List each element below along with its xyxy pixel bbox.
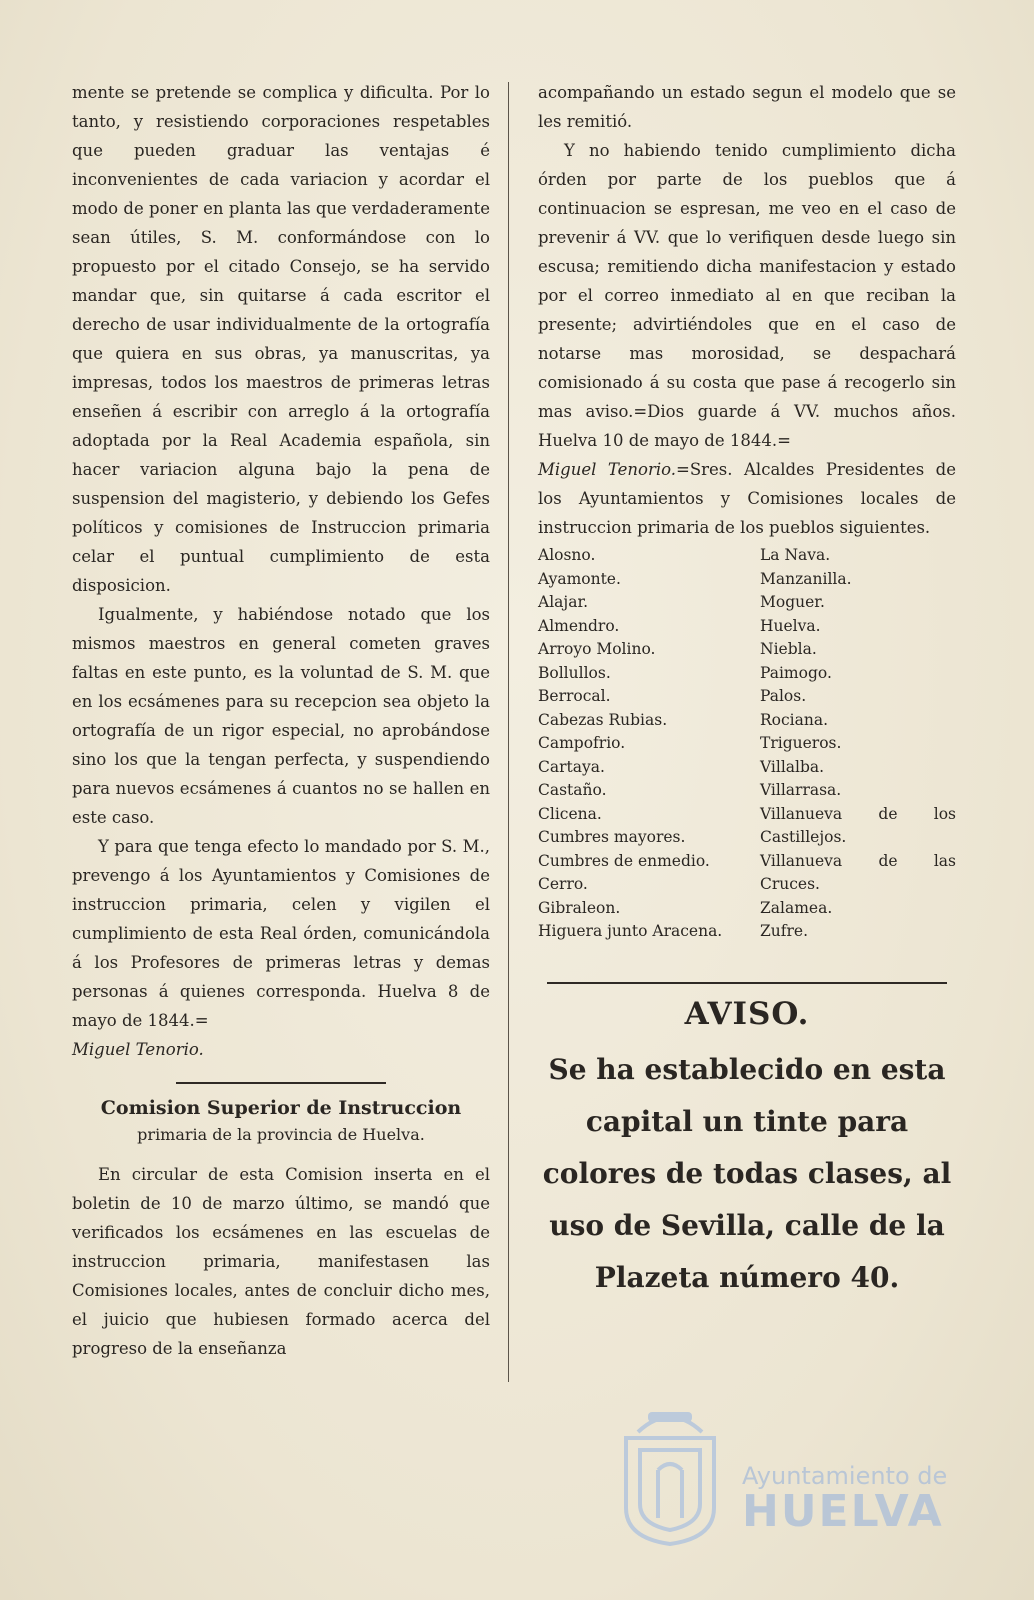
addressees: =Sres. Alcaldes Presidentes de los Ayuntamientos y Comisiones locales de instruccion primaria de los pueblos siguientes. — [538, 460, 956, 537]
list-item: Bollullos. — [538, 663, 611, 682]
list-item: Villanueva de las Cruces. — [760, 851, 956, 893]
list-item: Campofrio. — [538, 734, 626, 752]
aviso-title: AVISO. — [684, 995, 810, 1032]
list-item: Cumbres mayores. — [538, 828, 686, 846]
list-item: Berrocal. — [538, 687, 611, 705]
section-title: Comision Superior de Instruccion — [100, 1097, 462, 1119]
right-column — [538, 78, 956, 1304]
list-item: Paimogo. — [760, 663, 832, 682]
list-item: Palos. — [760, 687, 807, 705]
section-divider — [547, 982, 947, 984]
towns-column-1 — [538, 544, 760, 944]
list-item: Zufre. — [760, 922, 808, 940]
list-item: Villalba. — [760, 757, 825, 776]
list-item: La Nava. — [760, 546, 831, 564]
section-divider — [176, 1082, 386, 1084]
list-item: Cerro. — [538, 875, 588, 893]
list-item: Almendro. — [538, 616, 620, 635]
list-item: Higuera junto Aracena. — [538, 922, 723, 940]
paragraph-igualmente: Igualmente, y habiéndose notado que los mismos maestros en general cometen graves faltas en este punto, es la voluntad de S. M. que en los ecsámenes para su recepcion sea objeto la ortografía de un rigor especial, no aprobándose sino los que la tengan perfecta, y suspendiendo para nuevos ecsámenes á cuantos no se hallen en este caso. — [72, 605, 490, 827]
list-item: Ayamonte. — [538, 569, 621, 588]
watermark-line-2: HUELVA — [742, 1486, 944, 1537]
paragraph-acompanando: acompañando un estado segun el modelo que se les remitió. — [538, 83, 956, 131]
list-item: Villarrasa. — [760, 781, 842, 799]
list-item: Niebla. — [760, 640, 817, 658]
ayuntamiento-crest-icon — [618, 1398, 722, 1548]
list-item: Cumbres de enmedio. — [538, 851, 710, 870]
signature: Miguel Tenorio. — [72, 1040, 204, 1059]
list-item: Huelva. — [760, 616, 821, 635]
list-item: Arroyo Molino. — [538, 640, 656, 658]
list-item: Clicena. — [538, 804, 602, 823]
list-item: Villanueva de los Castillejos. — [760, 804, 956, 846]
list-item: Alajar. — [538, 593, 589, 611]
paragraph-y-para-que: Y para que tenga efecto lo mandado por S. M., prevengo á los Ayuntamientos y Comisiones de instruccion primaria, celen y vigilen el cumplimiento de esta Real órden, comunicándola á los Profesores de primeras letras y demas personas á quienes corresponda. Huelva 8 de mayo de 1844.= — [72, 837, 490, 1030]
list-item: Manzanilla. — [760, 569, 852, 588]
left-column — [72, 78, 490, 1363]
list-item: Zalamea. — [760, 898, 833, 917]
towns-list — [538, 544, 956, 944]
aviso-text: Se ha establecido en esta capital un tinte para colores de todas clases, al uso de Sevilla, calle de la Plazeta número 40. — [542, 1052, 952, 1294]
list-item: Moguer. — [760, 593, 825, 611]
list-item: Gibraleon. — [538, 898, 621, 917]
list-item: Castaño. — [538, 781, 607, 799]
list-item: Rociana. — [760, 710, 829, 729]
watermark-line-1: Ayuntamiento de — [742, 1462, 948, 1490]
towns-column-2 — [760, 544, 956, 944]
section-subtitle: primaria de la provincia de Huelva. — [137, 1125, 425, 1144]
paragraph-real-orden: mente se pretende se complica y dificulta. Por lo tanto, y resistiendo corporaciones respetables que pueden graduar las ventajas é inconvenientes de cada variacion y acordar el modo de poner en planta las que verdaderamente sean útiles, S. M. conformándose con lo propuesto por el citado Consejo, se ha servido mandar que, sin quitarse á cada escritor el derecho de usar individualmente de la ortografía que quiera en sus obras, ya manuscritas, ya impresas, todos los maestros de primeras letras enseñen á escribir con arreglo á la ortografía adoptada por la Real Academia española, sin hacer variacion alguna bajo la pena de suspension del magisterio, y debiendo los Gefes políticos y comisiones de Instruccion primaria celar el puntual cumplimiento de esta disposicion. — [72, 83, 490, 595]
signature: Miguel Tenorio. — [538, 460, 677, 479]
watermark — [742, 1462, 948, 1537]
paragraph-circular: En circular de esta Comision inserta en el boletin de 10 de marzo último, se mandó que verificados los ecsámenes en las escuelas de instruccion primaria, manifestasen las Comisiones locales, antes de concluir dicho mes, el juicio que hubiesen formado acerca del progreso de la enseñanza — [72, 1165, 490, 1358]
column-divider — [508, 82, 509, 1382]
paragraph-sres — [538, 455, 956, 542]
list-item: Cartaya. — [538, 757, 605, 776]
list-item: Cabezas Rubias. — [538, 710, 668, 729]
list-item: Alosno. — [538, 546, 596, 564]
list-item: Trigueros. — [760, 734, 842, 752]
paragraph-no-habiendo: Y no habiendo tenido cumplimiento dicha órden por parte de los pueblos que á continuacion se espresan, me veo en el caso de prevenir á VV. que lo verifiquen desde luego sin escusa; remitiendo dicha manifestacion y estado por el correo inmediato al en que reciban la presente; advirtiéndoles que en el caso de notarse mas morosidad, se despachará comisionado á su costa que pase á recogerlo sin mas aviso.=Dios guarde á VV. muchos años. Huelva 10 de mayo de 1844.= — [538, 141, 956, 450]
